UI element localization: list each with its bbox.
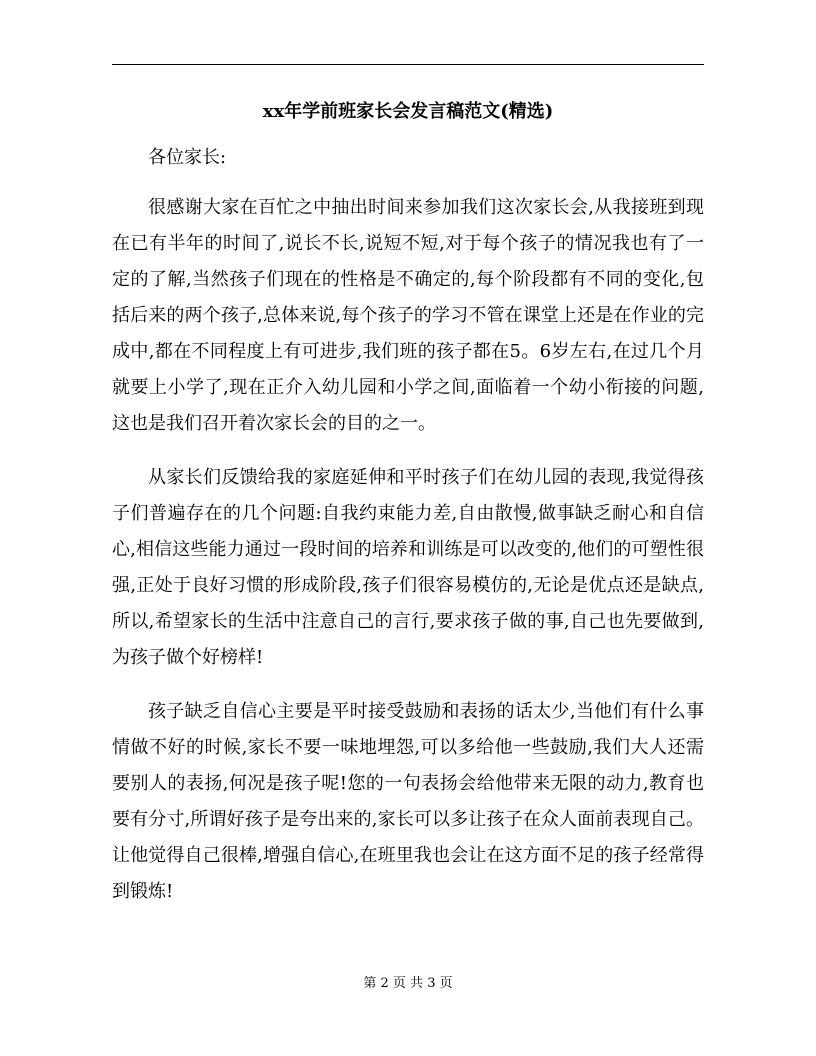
page-number: 第 2 页 共 3 页 [363,976,453,991]
paragraph-2: 从家长们反馈给我的家庭延伸和平时孩子们在幼儿园的表现,我觉得孩子们普遍存在的几个问题:自我约束能力差,自由散慢,做事缺乏耐心和自信心,相信这些能力通过一段时间的培养和训练是可以改变的,他们的可塑性很强,正处于良好习惯的形成阶段,孩子们很容易模仿的,无论是优点还是缺点,所以,希望家长的生活中注意自己的言行,要求孩子做的事,自己也先要做到,为孩子做个好榜样! [112,467,704,668]
paragraph-3: 孩子缺乏自信心主要是平时接受鼓励和表扬的话太少,当他们有什么事情做不好的时候,家长不要一味地埋怨,可以多给他一些鼓励,我们大人还需要别人的表扬,何况是孩子呢!您的一句表扬会给他带来无限的动力,教育也要有分寸,所谓好孩子是夸出来的,家长可以多让孩子在众人面前表现自己。让他觉得自己很棒,增强自信心,在班里我也会让在这方面不足的孩子经常得到锻炼! [112,701,704,902]
header-rule [112,64,704,65]
document-title: xx年学前班家长会发言稿范文(精选) [262,101,554,122]
paragraph-1: 很感谢大家在百忙之中抽出时间来参加我们这次家长会,从我接班到现在已有半年的时间了,说长不长,说短不短,对于每个孩子的情况我也有了一定的了解,当然孩子们现在的性格是不确定的,每个阶段都有不同的变化,包括后来的两个孩子,总体来说,每个孩子的学习不管在课堂上还是在作业的完成中,都在不同程度上有可进步,我们班的孩子都在5。6岁左右,在过几个月就要上小学了,现在正介入幼儿园和小学之间,面临着一个幼小衔接的问题,这也是我们召开着次家长会的目的之一。 [112,197,704,434]
salutation: 各位家长: [148,147,227,168]
document-body [112,140,704,928]
